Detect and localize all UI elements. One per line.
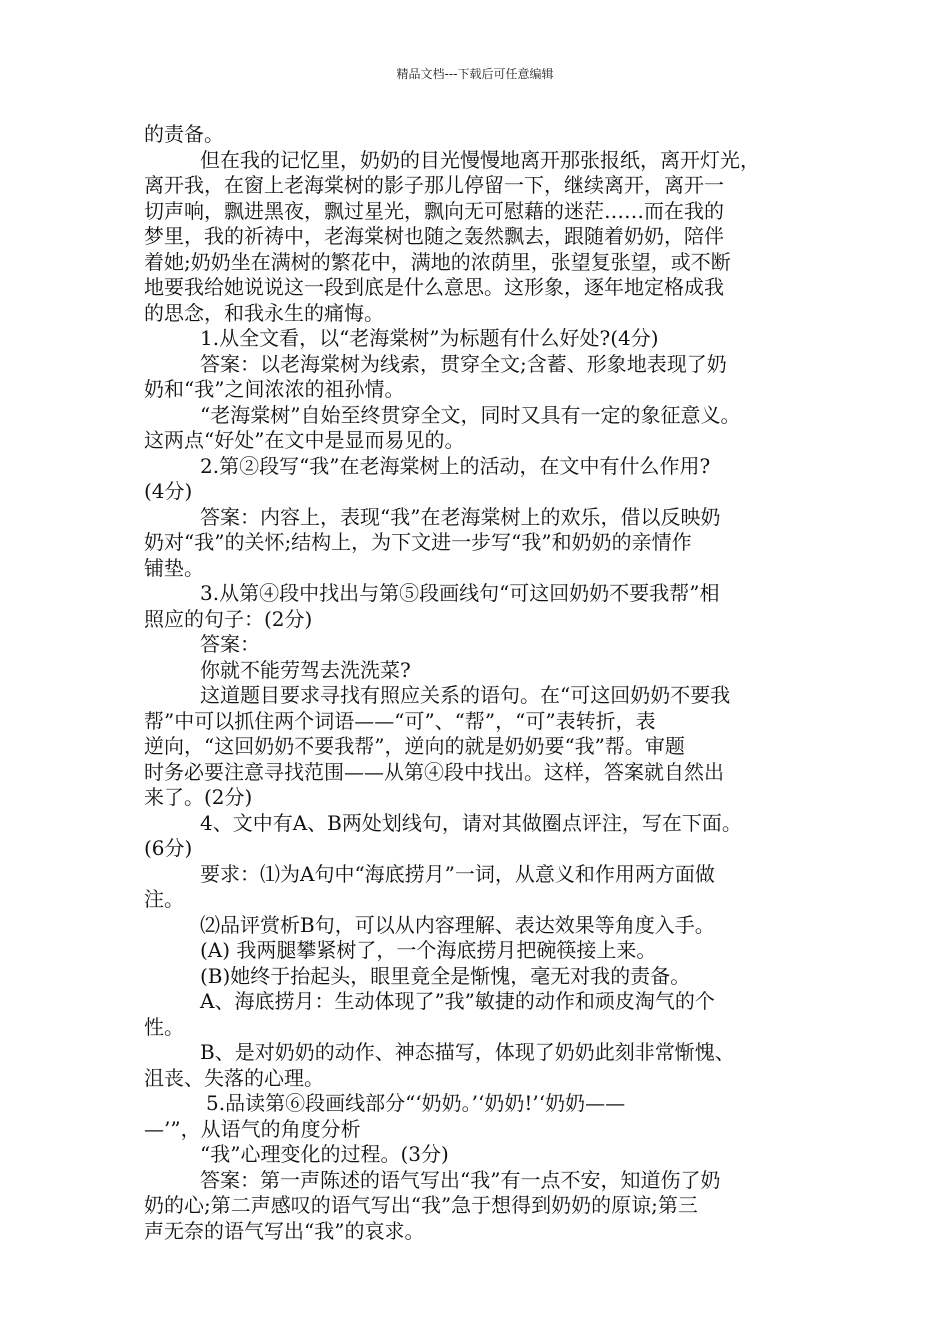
text-line: 你就不能劳驾去洗洗菜? [200,657,411,682]
text-line: 切声响，飘进黑夜，飘过星光，飘向无可慰藉的迷茫……而在我的 [144,198,724,223]
text-line: 但在我的记忆里，奶奶的目光慢慢地离开那张报纸，离开灯光， [200,147,760,172]
text-line: (4分) [144,479,193,503]
text-line: 1.从全文看，以“老海棠树”为标题有什么好处?(4分) [200,326,659,350]
text-line: 奶对“我”的关怀;结构上，为下文进一步写“我”和奶奶的亲情作 [144,530,692,554]
document-body [144,122,814,1244]
text-line: 时务必要注意寻找范围——从第④段中找出。这样，答案就自然出 [144,759,724,784]
text-line: 2.第②段写“我”在老海棠树上的活动，在文中有什么作用? [200,453,711,478]
text-line: 来了。(2分) [144,785,253,809]
text-line: 要求：⑴为A句中“海底捞月”一词，从意义和作用两方面做 [200,861,715,886]
text-line: 逆向，“这回奶奶不要我帮”，逆向的就是奶奶要“我”帮。审题 [144,734,685,758]
text-line: 4、文中有A、B两处划线句，请对其做圈点评注，写在下面。 [200,810,742,835]
page-header: 精品文档---下载后可任意编辑 [396,67,554,81]
text-line: 答案：以老海棠树为线索，贯穿全文;含蓄、形象地表现了奶 [200,351,727,376]
text-line: 铺垫。 [144,555,204,580]
text-line: 梦里，我的祈祷中，老海棠树也随之轰然飘去，跟随着奶奶，陪伴 [144,224,724,248]
text-line: 3.从第④段中找出与第⑤段画线句“可这回奶奶不要我帮”相 [200,581,720,605]
text-line: “老海棠树”自始至终贯穿全文，同时又具有一定的象征意义。 [200,402,741,427]
text-line: 答案：第一声陈述的语气写出“我”有一点不安，知道伤了奶 [200,1167,721,1192]
text-line: A、海底捞月：生动体现了”我”敏捷的动作和顽皮淘气的个 [200,989,715,1013]
text-line: 注。 [144,887,184,911]
text-line: 着她;奶奶坐在满树的繁花中，满地的浓荫里，张望复张望，或不断 [144,249,731,274]
text-line: 地要我给她说说这一段到底是什么意思。这形象，逐年地定格成我 [144,275,724,299]
text-line: 这两点“好处”在文中是显而易见的。 [144,428,465,452]
text-line: 照应的句子：(2分) [144,606,313,631]
text-line: 奶和“我”之间浓浓的祖孙情。 [144,377,405,401]
text-line: 答案：内容上，表现“我”在老海棠树上的欢乐，借以反映奶 [200,504,721,529]
text-line: 沮丧、失落的心理。 [144,1065,324,1090]
text-line: B、是对奶奶的动作、神态描写，体现了奶奶此刻非常惭愧、 [200,1040,735,1064]
text-line: 奶的心;第二声感叹的语气写出“我”急于想得到奶奶的原谅;第三 [144,1193,698,1217]
text-line: 的思念，和我永生的痛悔。 [144,300,384,325]
text-line: 5.品读第⑥段画线部分“‘奶奶。’‘奶奶!’‘奶奶—— [206,1091,626,1115]
text-line: 声无奈的语气写出“我”的哀求。 [144,1218,425,1243]
text-line: 答案： [200,632,260,656]
text-line: 离开我，在窗上老海棠树的影子那儿停留一下，继续离开，离开一 [144,173,724,197]
text-line: (6分) [144,836,193,860]
text-line: 帮”中可以抓住两个词语——“可”、“帮”，“可”表转折，表 [144,708,656,733]
text-line: (B)她终于抬起头，眼里竟全是惭愧，毫无对我的责备。 [200,963,691,988]
text-line: 的责备。 [144,122,224,146]
text-line: (A) 我两腿攀紧树了，一个海底捞月把碗筷接上来。 [200,938,657,962]
text-line: 这道题目要求寻找有照应关系的语句。在“可这回奶奶不要我 [200,683,731,707]
text-line: ⑵品评赏析B句，可以从内容理解、表达效果等角度入手。 [200,912,715,937]
text-line: —’”，从语气的角度分析 [144,1116,361,1141]
text-line: 性。 [144,1014,184,1039]
text-line: “我”心理变化的过程。(3分) [200,1142,449,1166]
